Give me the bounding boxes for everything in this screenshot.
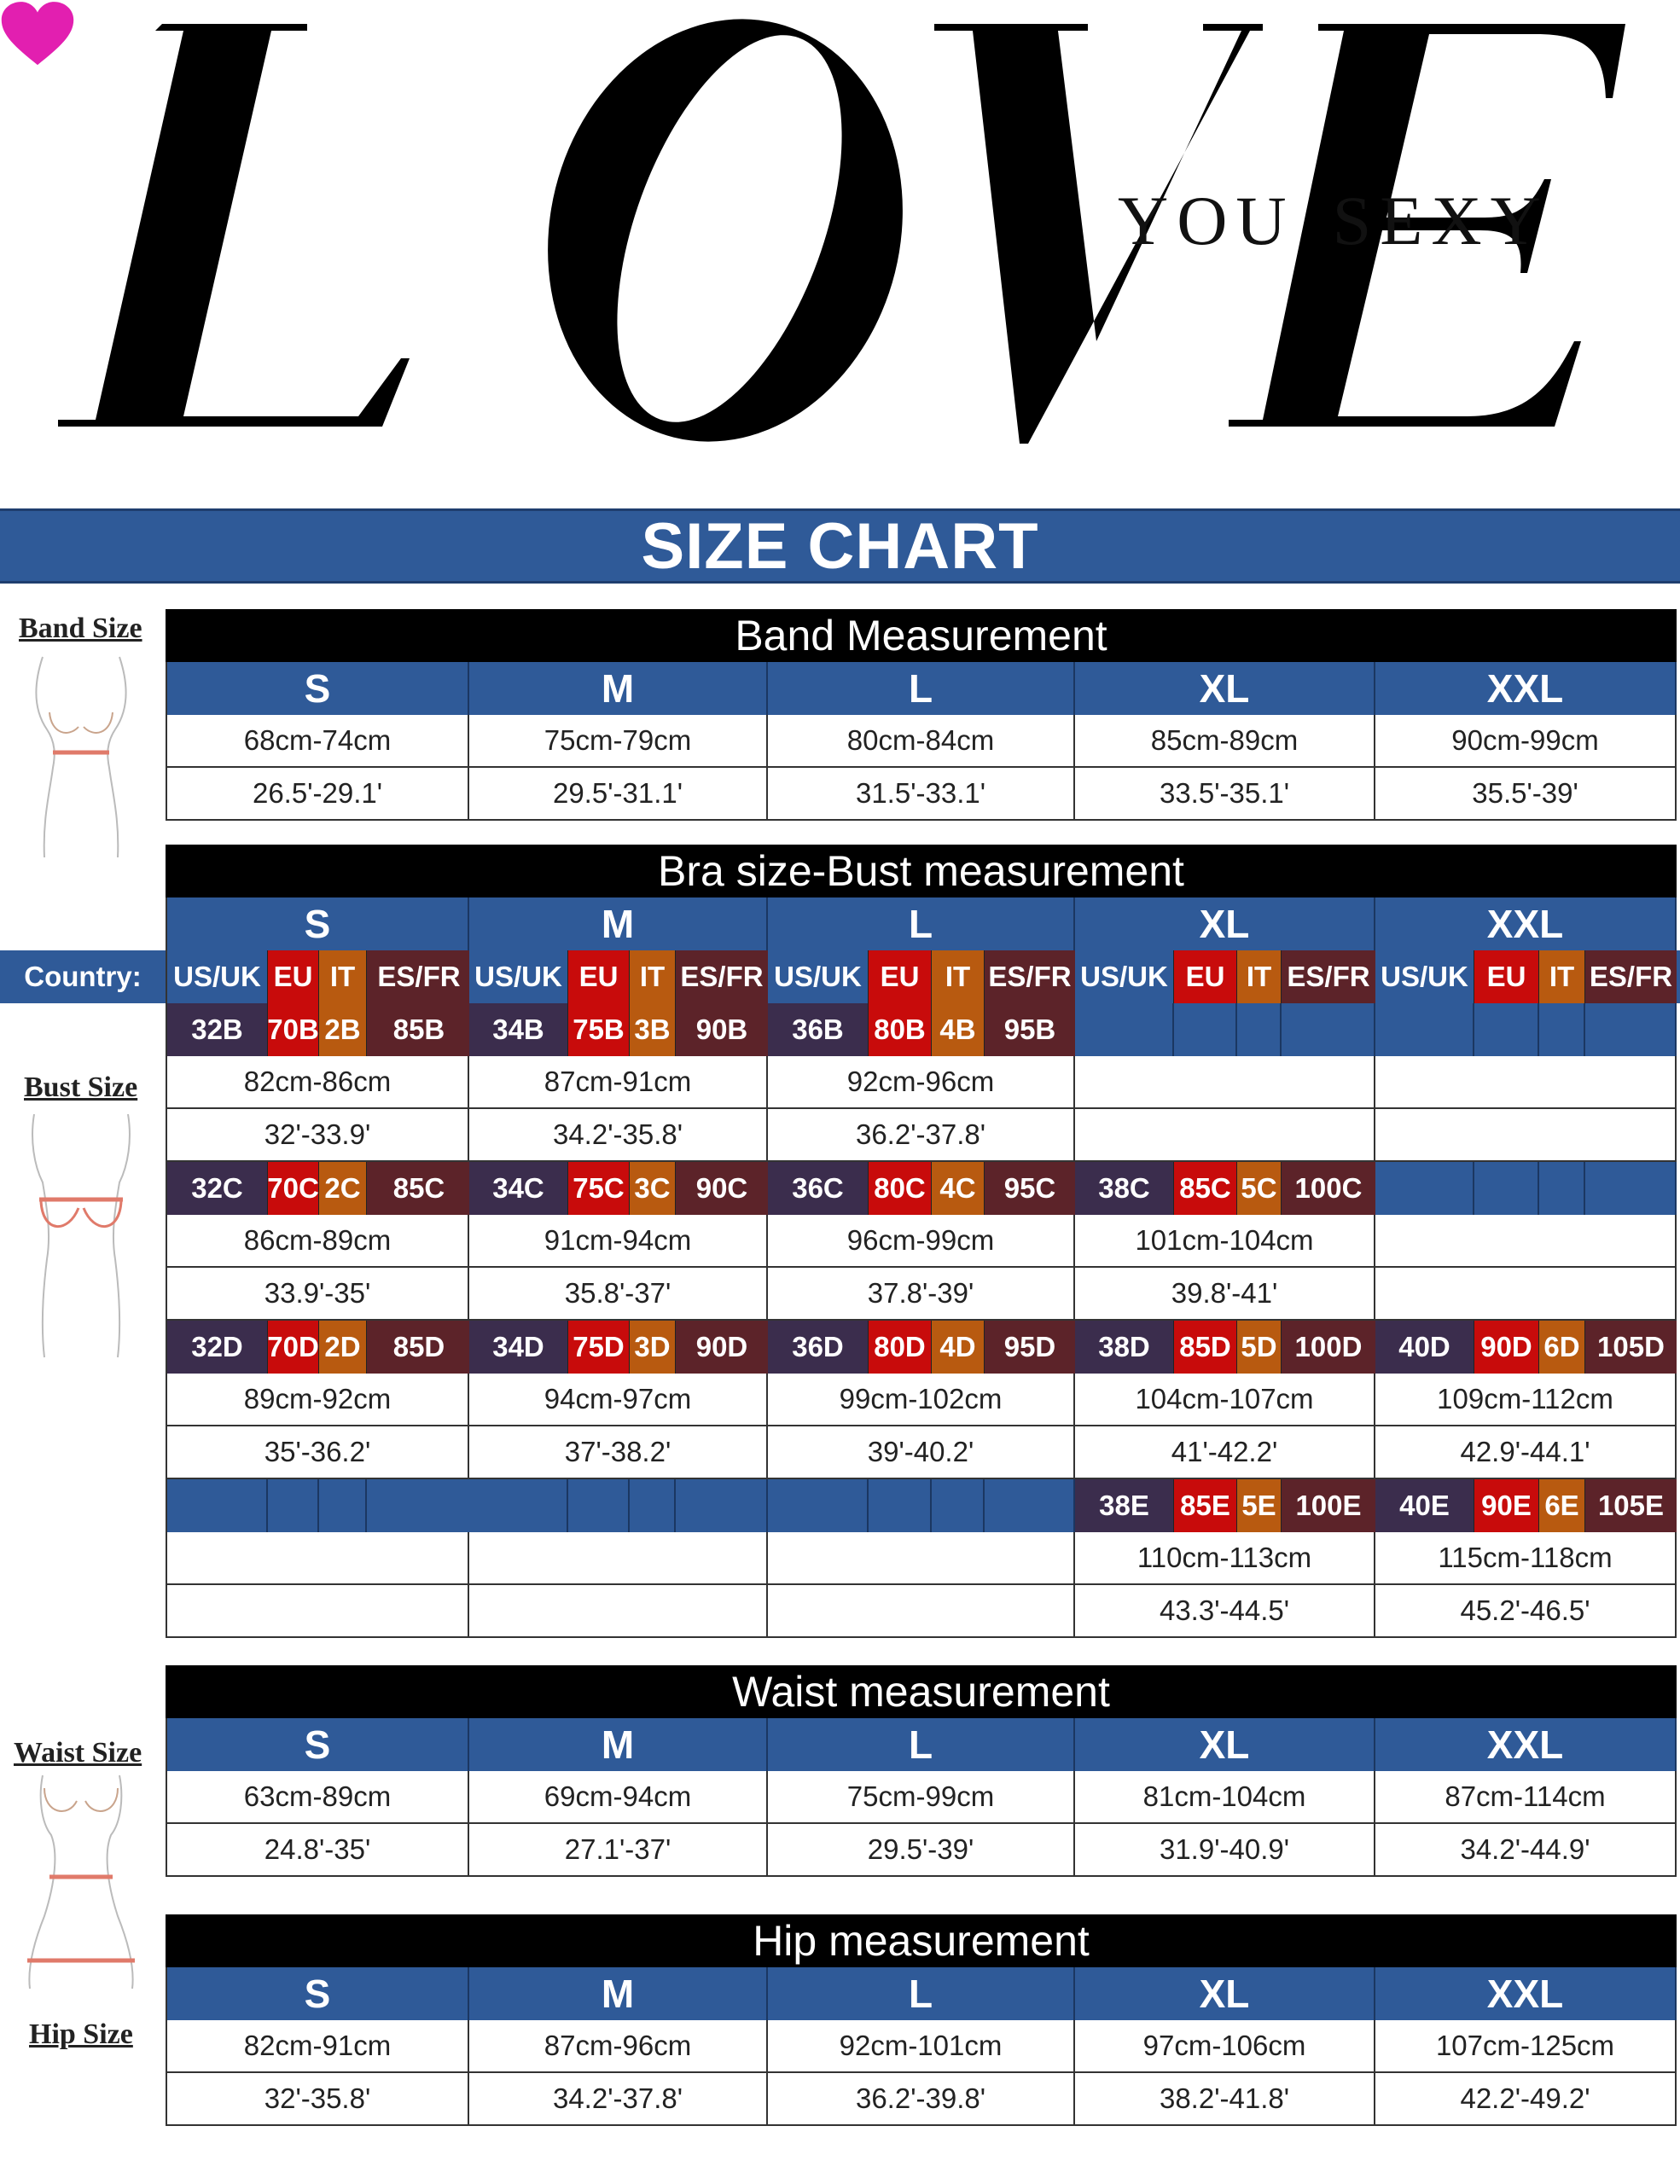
size-chart-title: SIZE CHART xyxy=(641,509,1039,583)
empty-code-group xyxy=(768,1479,1075,1532)
bra-inch-row xyxy=(166,1268,1677,1321)
bra-size-code: 32C xyxy=(167,1162,268,1215)
bra-size-code: 90C xyxy=(676,1162,768,1215)
size-xxl-header: XXL xyxy=(1375,662,1677,715)
hip-cm-cell: 97cm-106cm xyxy=(1075,2020,1375,2073)
waist-size-label: Waist Size xyxy=(14,1737,142,1769)
bra-cm-row xyxy=(166,1374,1677,1426)
bra-cm-cell: 91cm-94cm xyxy=(469,1215,768,1268)
bra-size-code-group xyxy=(166,1003,469,1056)
size-xl-header: XL xyxy=(1075,1718,1375,1771)
waist-size-header xyxy=(166,1718,1677,1771)
band-cm-cell: 80cm-84cm xyxy=(768,715,1075,768)
bra-size-code: 36B xyxy=(768,1003,869,1056)
bra-inch-cell xyxy=(768,1585,1075,1638)
waist-hip-figure-illustration xyxy=(9,1771,154,1993)
bra-cm-cell xyxy=(166,1532,469,1585)
waist-inch-cell: 24.8'-35' xyxy=(166,1824,469,1877)
empty-code-group xyxy=(1375,1003,1677,1056)
country-code-label: US/UK xyxy=(167,950,268,1003)
bra-size-header xyxy=(166,897,1677,950)
bra-size-code: 80C xyxy=(869,1162,932,1215)
bra-size-code: 6E xyxy=(1539,1479,1585,1532)
band-size-header xyxy=(166,662,1677,715)
bra-cm-cell: 109cm-112cm xyxy=(1375,1374,1677,1426)
empty-code-cell xyxy=(1282,1003,1375,1056)
bra-size-code: 2D xyxy=(319,1321,367,1374)
size-xxl-header: XXL xyxy=(1375,1718,1677,1771)
country-row xyxy=(0,950,1680,1003)
waist-cm-cell: 63cm-89cm xyxy=(166,1771,469,1824)
bra-size-code: 3B xyxy=(630,1003,676,1056)
hip-cm-cell: 92cm-101cm xyxy=(768,2020,1075,2073)
bra-cm-row xyxy=(166,1532,1677,1585)
bra-inch-cell: 39'-40.2' xyxy=(768,1426,1075,1479)
empty-code-cell xyxy=(1474,1162,1539,1215)
empty-code-group xyxy=(1075,1003,1375,1056)
country-code-group xyxy=(1075,950,1375,1003)
empty-code-cell xyxy=(630,1479,676,1532)
band-measurement-title: Band Measurement xyxy=(166,609,1677,662)
country-code-label: ES/FR xyxy=(1585,950,1677,1003)
size-m-header: M xyxy=(469,897,768,950)
bra-inch-row xyxy=(166,1109,1677,1162)
size-s-header: S xyxy=(166,897,469,950)
country-code-label: US/UK xyxy=(1375,950,1474,1003)
country-code-label: US/UK xyxy=(469,950,568,1003)
band-cm-cell: 85cm-89cm xyxy=(1075,715,1375,768)
bra-size-code-group xyxy=(768,1003,1075,1056)
hip-inch-cell: 38.2'-41.8' xyxy=(1075,2073,1375,2126)
bra-inch-cell xyxy=(166,1585,469,1638)
hip-inch-cell: 32'-35.8' xyxy=(166,2073,469,2126)
bra-size-code: 80B xyxy=(869,1003,932,1056)
bra-size-code: 70D xyxy=(268,1321,319,1374)
hip-inch-cell: 36.2'-39.8' xyxy=(768,2073,1075,2126)
band-inch-cell: 26.5'-29.1' xyxy=(166,768,469,821)
empty-code-cell xyxy=(367,1479,471,1532)
bra-size-code: 4C xyxy=(932,1162,985,1215)
band-inch-row xyxy=(166,768,1677,821)
bra-cm-row xyxy=(166,1215,1677,1268)
bra-inch-cell: 45.2'-46.5' xyxy=(1375,1585,1677,1638)
hip-cm-cell: 82cm-91cm xyxy=(166,2020,469,2073)
empty-code-cell xyxy=(676,1479,768,1532)
waist-measurement-title: Waist measurement xyxy=(166,1665,1677,1718)
bra-cm-cell: 110cm-113cm xyxy=(1075,1532,1375,1585)
bra-size-code-group xyxy=(469,1003,768,1056)
bra-inch-cell: 39.8'-41' xyxy=(1075,1268,1375,1321)
band-measurement-table xyxy=(166,609,1677,821)
bra-cm-cell: 104cm-107cm xyxy=(1075,1374,1375,1426)
bra-size-code: 32D xyxy=(167,1321,268,1374)
bra-inch-cell xyxy=(1075,1109,1375,1162)
hip-measurement-table xyxy=(166,1914,1677,2126)
waist-cm-cell: 87cm-114cm xyxy=(1375,1771,1677,1824)
bra-cm-cell: 82cm-86cm xyxy=(166,1056,469,1109)
empty-code-cell xyxy=(319,1479,367,1532)
hip-inch-row xyxy=(166,2073,1677,2126)
country-code-label: IT xyxy=(319,950,367,1003)
waist-cm-row xyxy=(166,1771,1677,1824)
waist-inch-cell: 27.1'-37' xyxy=(469,1824,768,1877)
bra-size-code-group xyxy=(1075,1162,1375,1215)
empty-code-cell xyxy=(1585,1003,1677,1056)
bra-code-row xyxy=(166,1321,1677,1374)
bra-size-code: 34B xyxy=(469,1003,568,1056)
size-chart-banner xyxy=(0,508,1680,584)
bra-size-code: 95D xyxy=(985,1321,1075,1374)
bra-size-rows xyxy=(166,1003,1677,1638)
bra-size-code: 70B xyxy=(268,1003,319,1056)
bra-inch-cell: 37.8'-39' xyxy=(768,1268,1075,1321)
empty-code-cell xyxy=(1539,1162,1585,1215)
size-m-header: M xyxy=(469,1967,768,2020)
bra-inch-cell: 33.9'-35' xyxy=(166,1268,469,1321)
bra-size-code: 5E xyxy=(1237,1479,1282,1532)
size-s-header: S xyxy=(166,662,469,715)
band-inch-cell: 29.5'-31.1' xyxy=(469,768,768,821)
bra-size-code-group xyxy=(469,1162,768,1215)
brand-logo xyxy=(0,0,1680,478)
waist-inch-cell: 34.2'-44.9' xyxy=(1375,1824,1677,1877)
bra-size-code-group xyxy=(166,1321,469,1374)
country-code-label: US/UK xyxy=(768,950,869,1003)
empty-code-cell xyxy=(768,1479,869,1532)
bra-size-code: 5D xyxy=(1237,1321,1282,1374)
bra-size-code: 95C xyxy=(985,1162,1075,1215)
bra-inch-cell xyxy=(469,1585,768,1638)
bra-size-code-group xyxy=(166,1162,469,1215)
bra-inch-cell: 43.3'-44.5' xyxy=(1075,1585,1375,1638)
heart-icon xyxy=(0,0,75,68)
country-code-label: EU xyxy=(1174,950,1237,1003)
bra-cm-cell: 115cm-118cm xyxy=(1375,1532,1677,1585)
bra-size-code: 34D xyxy=(469,1321,568,1374)
country-code-label: IT xyxy=(1539,950,1585,1003)
bra-cm-cell xyxy=(768,1532,1075,1585)
bra-size-code: 5C xyxy=(1237,1162,1282,1215)
waist-cm-cell: 75cm-99cm xyxy=(768,1771,1075,1824)
empty-code-cell xyxy=(1174,1003,1237,1056)
bra-size-code: 100E xyxy=(1282,1479,1375,1532)
bra-size-code-group xyxy=(768,1162,1075,1215)
band-inch-cell: 35.5'-39' xyxy=(1375,768,1677,821)
country-code-label: EU xyxy=(268,950,319,1003)
waist-inch-row xyxy=(166,1824,1677,1877)
bra-size-code: 85C xyxy=(1174,1162,1237,1215)
bra-size-code: 70C xyxy=(268,1162,319,1215)
band-cm-cell: 75cm-79cm xyxy=(469,715,768,768)
empty-code-cell xyxy=(1075,1003,1174,1056)
bra-cm-cell xyxy=(1375,1215,1677,1268)
bra-size-code: 75D xyxy=(568,1321,630,1374)
bra-inch-cell: 41'-42.2' xyxy=(1075,1426,1375,1479)
band-inch-cell: 33.5'-35.1' xyxy=(1075,768,1375,821)
size-m-header: M xyxy=(469,1718,768,1771)
hip-cm-cell: 87cm-96cm xyxy=(469,2020,768,2073)
bra-size-code: 75C xyxy=(568,1162,630,1215)
bra-size-code: 3C xyxy=(630,1162,676,1215)
bra-size-code: 6D xyxy=(1539,1321,1585,1374)
bra-cm-cell xyxy=(1375,1056,1677,1109)
empty-code-cell xyxy=(1375,1162,1474,1215)
bra-size-code: 38E xyxy=(1075,1479,1174,1532)
band-inch-cell: 31.5'-33.1' xyxy=(768,768,1075,821)
empty-code-cell xyxy=(869,1479,932,1532)
bra-cm-cell xyxy=(469,1532,768,1585)
empty-code-cell xyxy=(469,1479,568,1532)
bra-size-code: 85D xyxy=(367,1321,471,1374)
size-l-header: L xyxy=(768,1718,1075,1771)
bra-inch-cell xyxy=(1375,1268,1677,1321)
logo-word-you: YOU xyxy=(1118,182,1295,259)
waist-cm-cell: 81cm-104cm xyxy=(1075,1771,1375,1824)
empty-code-cell xyxy=(1375,1003,1474,1056)
empty-code-cell xyxy=(167,1479,268,1532)
bra-cm-cell: 87cm-91cm xyxy=(469,1056,768,1109)
country-code-group xyxy=(768,950,1075,1003)
bra-size-code: 80D xyxy=(869,1321,932,1374)
empty-code-cell xyxy=(1237,1003,1282,1056)
bust-figure-illustration xyxy=(9,1106,154,1362)
bra-size-code-group xyxy=(469,1321,768,1374)
bra-size-code: 32B xyxy=(167,1003,268,1056)
bra-inch-cell: 32'-33.9' xyxy=(166,1109,469,1162)
bra-size-code: 90D xyxy=(1474,1321,1539,1374)
size-xxl-header: XXL xyxy=(1375,897,1677,950)
bra-cm-cell: 94cm-97cm xyxy=(469,1374,768,1426)
empty-code-cell xyxy=(268,1479,319,1532)
bra-cm-cell: 92cm-96cm xyxy=(768,1056,1075,1109)
bra-size-code-group xyxy=(1075,1321,1375,1374)
bra-inch-cell: 42.9'-44.1' xyxy=(1375,1426,1677,1479)
country-code-row xyxy=(166,950,1677,1003)
logo-tagline xyxy=(1118,181,1549,261)
bra-size-code-group xyxy=(1375,1321,1677,1374)
country-code-group xyxy=(469,950,768,1003)
empty-code-cell xyxy=(932,1479,985,1532)
bra-cm-cell xyxy=(1075,1056,1375,1109)
bra-size-code: 85B xyxy=(367,1003,471,1056)
bra-size-code: 95B xyxy=(985,1003,1075,1056)
country-code-group xyxy=(1375,950,1677,1003)
hip-inch-cell: 34.2'-37.8' xyxy=(469,2073,768,2126)
country-code-label: ES/FR xyxy=(1282,950,1375,1003)
bra-size-code: 85D xyxy=(1174,1321,1237,1374)
hip-inch-cell: 42.2'-49.2' xyxy=(1375,2073,1677,2126)
empty-code-cell xyxy=(1539,1003,1585,1056)
empty-code-group xyxy=(1375,1162,1677,1215)
bra-size-code: 2C xyxy=(319,1162,367,1215)
bra-size-code: 100D xyxy=(1282,1321,1375,1374)
bra-inch-cell xyxy=(1375,1109,1677,1162)
waist-inch-cell: 29.5'-39' xyxy=(768,1824,1075,1877)
bra-bust-title: Bra size-Bust measurement xyxy=(166,845,1677,897)
band-cm-cell: 68cm-74cm xyxy=(166,715,469,768)
bra-inch-row xyxy=(166,1585,1677,1638)
bra-size-code-group xyxy=(1375,1479,1677,1532)
bra-size-code: 40E xyxy=(1375,1479,1474,1532)
bra-cm-cell: 89cm-92cm xyxy=(166,1374,469,1426)
bra-size-code: 4B xyxy=(932,1003,985,1056)
country-code-group xyxy=(166,950,469,1003)
bra-size-code: 38D xyxy=(1075,1321,1174,1374)
size-l-header: L xyxy=(768,662,1075,715)
hip-measurement-title: Hip measurement xyxy=(166,1914,1677,1967)
bra-cm-row xyxy=(166,1056,1677,1109)
bra-cm-cell: 86cm-89cm xyxy=(166,1215,469,1268)
size-xl-header: XL xyxy=(1075,897,1375,950)
band-cm-cell: 90cm-99cm xyxy=(1375,715,1677,768)
band-size-label: Band Size xyxy=(19,613,142,644)
empty-code-group xyxy=(469,1479,768,1532)
country-code-label: IT xyxy=(630,950,676,1003)
bra-size-code: 3D xyxy=(630,1321,676,1374)
bra-inch-cell: 34.2'-35.8' xyxy=(469,1109,768,1162)
country-code-label: IT xyxy=(932,950,985,1003)
size-xxl-header: XXL xyxy=(1375,1967,1677,2020)
bra-cm-cell: 101cm-104cm xyxy=(1075,1215,1375,1268)
country-code-label: ES/FR xyxy=(985,950,1075,1003)
bra-inch-cell: 36.2'-37.8' xyxy=(768,1109,1075,1162)
size-l-header: L xyxy=(768,1967,1075,2020)
size-xl-header: XL xyxy=(1075,1967,1375,2020)
bra-size-code: 90B xyxy=(676,1003,768,1056)
band-cm-row xyxy=(166,715,1677,768)
empty-code-group xyxy=(166,1479,469,1532)
empty-code-cell xyxy=(1474,1003,1539,1056)
bra-size-code: 38C xyxy=(1075,1162,1174,1215)
country-code-label: EU xyxy=(1474,950,1539,1003)
bra-size-code-group xyxy=(768,1321,1075,1374)
bra-inch-cell: 35'-36.2' xyxy=(166,1426,469,1479)
country-label: Country: xyxy=(24,961,142,992)
empty-code-cell xyxy=(985,1479,1075,1532)
hip-size-header xyxy=(166,1967,1677,2020)
size-m-header: M xyxy=(469,662,768,715)
logo-word-sexy: SEXY xyxy=(1332,182,1549,259)
bra-inch-row xyxy=(166,1426,1677,1479)
bra-size-code: 90E xyxy=(1474,1479,1539,1532)
country-code-label: IT xyxy=(1237,950,1282,1003)
bra-size-code: 36C xyxy=(768,1162,869,1215)
bra-size-code: 100C xyxy=(1282,1162,1375,1215)
bra-size-code-group xyxy=(1075,1479,1375,1532)
bra-inch-cell: 37'-38.2' xyxy=(469,1426,768,1479)
empty-code-cell xyxy=(568,1479,630,1532)
bra-code-row xyxy=(166,1003,1677,1056)
bra-size-code: 2B xyxy=(319,1003,367,1056)
bra-size-code: 34C xyxy=(469,1162,568,1215)
country-code-label: ES/FR xyxy=(367,950,471,1003)
waist-inch-cell: 31.9'-40.9' xyxy=(1075,1824,1375,1877)
bra-size-code: 85E xyxy=(1174,1479,1237,1532)
hip-cm-cell: 107cm-125cm xyxy=(1375,2020,1677,2073)
bra-size-code: 105E xyxy=(1585,1479,1677,1532)
country-code-label: US/UK xyxy=(1075,950,1174,1003)
bra-size-code: 105D xyxy=(1585,1321,1677,1374)
empty-code-cell xyxy=(1585,1162,1677,1215)
waist-cm-cell: 69cm-94cm xyxy=(469,1771,768,1824)
band-figure-illustration xyxy=(9,648,154,862)
country-code-label: EU xyxy=(869,950,932,1003)
bra-code-row xyxy=(166,1479,1677,1532)
bra-size-code: 36D xyxy=(768,1321,869,1374)
bra-cm-cell: 99cm-102cm xyxy=(768,1374,1075,1426)
size-s-header: S xyxy=(166,1967,469,2020)
bra-bust-table xyxy=(166,845,1677,950)
bra-cm-cell: 96cm-99cm xyxy=(768,1215,1075,1268)
bra-size-code: 40D xyxy=(1375,1321,1474,1374)
bust-size-label: Bust Size xyxy=(24,1072,138,1103)
bra-size-code: 4D xyxy=(932,1321,985,1374)
size-xl-header: XL xyxy=(1075,662,1375,715)
bra-size-code: 75B xyxy=(568,1003,630,1056)
waist-measurement-table xyxy=(166,1665,1677,1877)
hip-cm-row xyxy=(166,2020,1677,2073)
size-l-header: L xyxy=(768,897,1075,950)
bra-code-row xyxy=(166,1162,1677,1215)
bra-size-code: 90D xyxy=(676,1321,768,1374)
size-s-header: S xyxy=(166,1718,469,1771)
bra-inch-cell: 35.8'-37' xyxy=(469,1268,768,1321)
country-code-label: EU xyxy=(568,950,630,1003)
country-code-label: ES/FR xyxy=(676,950,768,1003)
hip-size-label: Hip Size xyxy=(29,2018,133,2050)
bra-size-code: 85C xyxy=(367,1162,471,1215)
